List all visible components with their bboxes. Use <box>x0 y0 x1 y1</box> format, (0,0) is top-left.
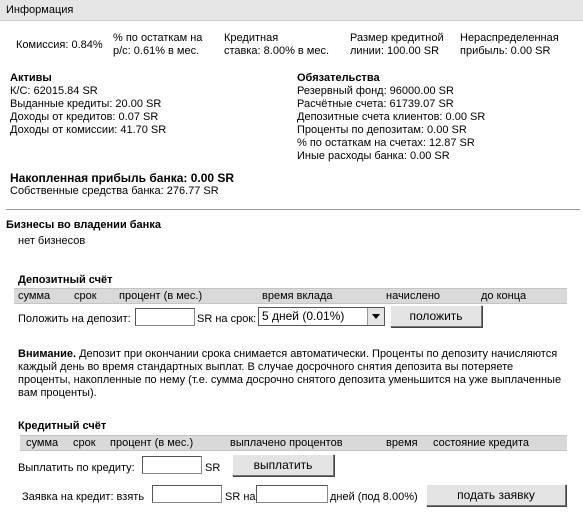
no-businesses: нет бизнесов <box>18 235 86 247</box>
deposit-col-rate: процент (в мес.) <box>119 290 203 302</box>
deposit-term-label: SR на срок: <box>197 313 257 325</box>
info-title: Информация <box>6 4 74 16</box>
credit-repay-button[interactable]: выплатить <box>232 454 334 476</box>
commission-stat: Комиссия: 0.84% <box>16 39 103 51</box>
credit-rate-line2: ставка: 8.00% в мес. <box>224 45 330 57</box>
credit-request-days-rate: дней (под 8.00%) <box>330 491 418 503</box>
own-funds: Собственные средства банка: 276.77 SR <box>10 185 219 197</box>
deposit-term-select[interactable] <box>258 307 385 326</box>
credit-col-time: время <box>386 437 418 449</box>
liability-item: Проценты по депозитам: 0.00 SR <box>297 124 467 136</box>
liability-item: Резервный фонд: 96000.00 SR <box>297 85 454 97</box>
accumulated-profit: Накопленная прибыль банка: 0.00 SR <box>10 171 235 185</box>
liability-item: % по остаткам на счетах: 12.87 SR <box>297 137 475 149</box>
info-header <box>0 0 583 21</box>
credit-request-label: Заявка на кредит: взять <box>22 491 145 503</box>
balance-interest-line2: р/с: 0.61% в мес. <box>113 45 200 57</box>
notice-text: Депозит при окончании срока снимается автоматически. Проценты по депозиту начисляются каждый день во время стандартных выплат. В случае досрочного снятия депозита вы потеряете проценты, накопленные по нему (т.е. сумма досрочно снятого депозита уменьшится на уже выплаченные вам проценты). <box>18 348 562 399</box>
credit-title: Кредитный счёт <box>18 420 107 432</box>
balance-interest-line1: % по остаткам на <box>113 32 203 44</box>
credit-request-amount-input[interactable] <box>152 485 222 503</box>
liability-item: Расчётные счета: 61739.07 SR <box>297 98 454 110</box>
liability-item: Депозитные счета клиентов: 0.00 SR <box>297 111 486 123</box>
undistributed-line1: Нераспределенная <box>460 32 559 44</box>
deposit-table-header <box>14 288 567 304</box>
credit-request-days-input[interactable] <box>256 485 328 503</box>
credit-rate-line1: Кредитная <box>224 32 279 44</box>
asset-item: К/С: 62015.84 SR <box>10 85 98 97</box>
asset-item: Доходы от кредитов: 0.07 SR <box>10 111 159 123</box>
credit-col-status: состояние кредита <box>433 437 530 449</box>
credit-line-line2: линии: 100.00 SR <box>350 45 440 57</box>
credit-table-header <box>20 435 567 451</box>
section-divider <box>6 209 580 210</box>
deposit-col-term: срок <box>74 290 97 302</box>
liability-item: Иные расходы банка: 0.00 SR <box>297 150 450 162</box>
deposit-col-remaining: до конца <box>481 290 527 302</box>
credit-request-sr-on: SR на <box>225 491 256 503</box>
businesses-title: Бизнесы во владении банка <box>6 219 161 231</box>
credit-repay-label: Выплатить по кредиту: <box>18 462 135 474</box>
credit-request-button[interactable]: подать заявку <box>426 484 566 506</box>
deposit-title: Депозитный счёт <box>18 274 113 286</box>
credit-repay-sr: SR <box>205 462 221 474</box>
undistributed-line2: прибыль: 0.00 SR <box>460 45 551 57</box>
credit-col-rate: процент (в мес.) <box>110 437 194 449</box>
deposit-term-value: 5 дней (0.01%) <box>262 309 345 323</box>
deposit-submit-button[interactable]: положить <box>390 305 482 327</box>
chevron-down-icon[interactable] <box>367 308 384 325</box>
credit-repay-input[interactable] <box>142 456 202 474</box>
credit-col-amount: сумма <box>26 437 59 449</box>
credit-col-term: срок <box>73 437 96 449</box>
credit-line-line1: Размер кредитной <box>350 32 444 44</box>
notice-label: Внимание. <box>18 348 77 360</box>
deposit-col-amount: сумма <box>18 290 51 302</box>
deposit-amount-input[interactable] <box>135 308 195 326</box>
assets-title: Активы <box>10 72 52 84</box>
liabilities-title: Обязательства <box>297 72 380 84</box>
deposit-put-label: Положить на депозит: <box>18 313 131 325</box>
asset-item: Доходы от комиссии: 41.70 SR <box>10 124 167 136</box>
deposit-notice <box>18 348 566 400</box>
credit-col-paid: выплачено процентов <box>230 437 343 449</box>
deposit-col-accrued: начислено <box>386 290 441 302</box>
asset-item: Выданные кредиты: 20.00 SR <box>10 98 162 110</box>
deposit-col-time: время вклада <box>262 290 333 302</box>
